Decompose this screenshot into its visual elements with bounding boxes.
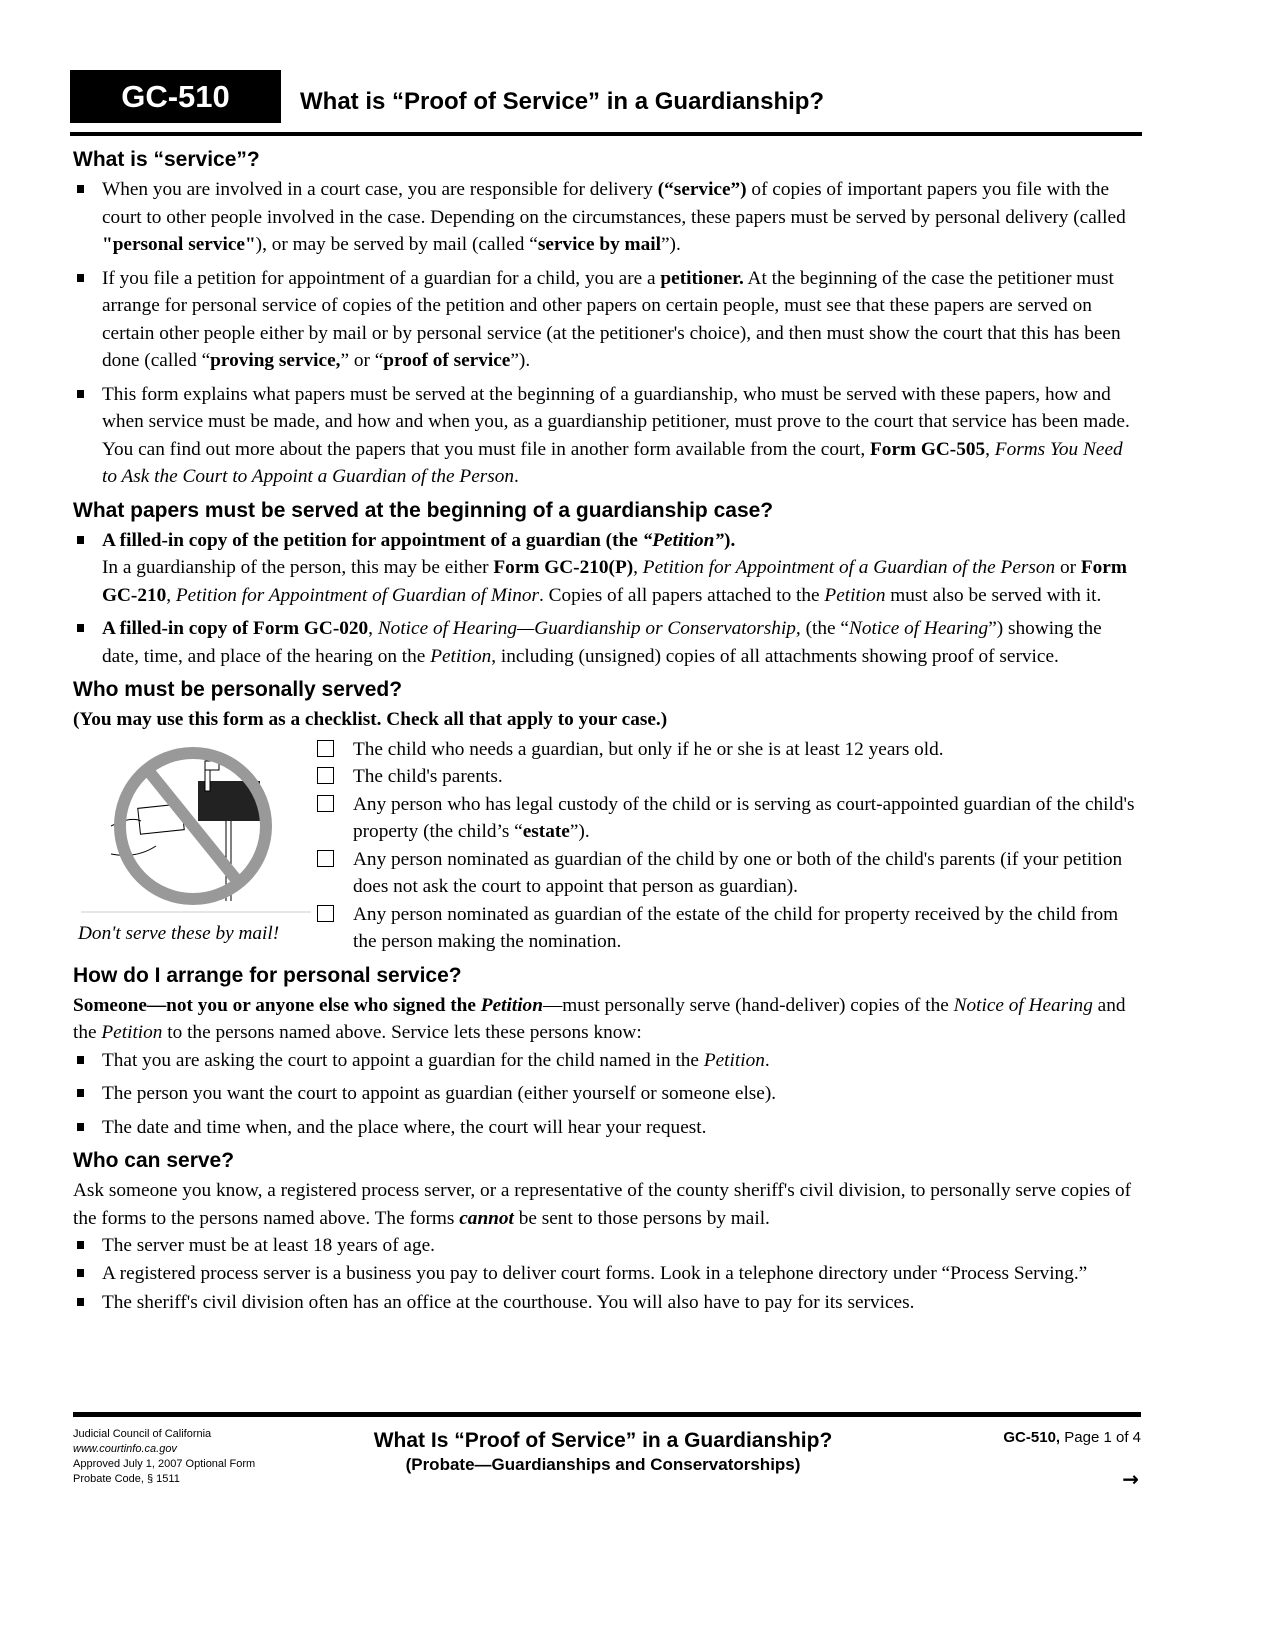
bullet-paragraph: This form explains what papers must be served at the beginning of a guardianship, who must be served with these papers, how and when service must be made, and how and when you, as a guardianship petitioner, must prove to the court that service has been made. You can find out more about the papers that you must file in another form available from the court, Form GC-505, Forms You Need to Ask the Court to Appoint a Guardian of the Person. xyxy=(73,381,1141,491)
next-page-arrow-icon: → xyxy=(1122,1467,1139,1491)
bullet-paragraph: A registered process server is a business you pay to deliver court forms. Look in a telephone directory under “Process Serving.” xyxy=(73,1260,1141,1288)
bullet-paragraph: If you file a petition for appointment of a guardian for a child, you are a petitioner. At the beginning of the case the petitioner must arrange for personal service of copies of the petition and other papers on certain people, must see that these papers are served on certain other people either by mail or by personal service (at the petitioner's choice), and then must show the court that this has been done (called “proving service,” or “proof of service”). xyxy=(73,265,1141,375)
checklist-item: Any person nominated as guardian of the child by one or both of the child's parents (if your petition does not ask the court to appoint that person as guardian). xyxy=(353,846,1141,901)
section-heading: How do I arrange for personal service? xyxy=(73,963,462,987)
paragraph: Someone—not you or anyone else who signed the Petition—must personally serve (hand-deliver) copies of the Notice of Hearing and the Petition to the persons named above. Service lets these persons know: xyxy=(73,994,1126,1043)
checkbox[interactable] xyxy=(317,767,334,784)
checklist-item: The child's parents. xyxy=(353,763,1141,791)
checklist-instructions: (You may use this form as a checklist. Check all that apply to your case.) xyxy=(73,709,668,730)
checkbox[interactable] xyxy=(317,740,334,757)
checkbox[interactable] xyxy=(317,795,334,812)
no-mailbox-icon xyxy=(81,736,311,916)
bullet-paragraph: That you are asking the court to appoint a guardian for the child named in the Petition. xyxy=(73,1047,1141,1075)
bullet-paragraph: When you are involved in a court case, you are responsible for delivery (“service”) of copies of important papers you file with the court to other people involved in the case. Depending on the circumstances, these papers must be served by personal delivery (called "personal service"), or may be served by mail (called “service by mail”). xyxy=(73,176,1141,259)
section-heading: Who can serve? xyxy=(73,1149,235,1172)
checklist xyxy=(353,736,1141,956)
checkbox[interactable] xyxy=(317,905,334,922)
document-body xyxy=(73,146,1141,1323)
checkbox[interactable] xyxy=(317,850,334,867)
form-header xyxy=(70,70,1142,136)
illustration-caption: Don't serve these by mail! xyxy=(78,922,280,944)
no-mail-illustration xyxy=(73,736,353,956)
bullet-paragraph: A filled-in copy of Form GC-020, Notice of Hearing—Guardianship or Conservatorship, (the “Notice of Hearing”) showing the date, time, and place of the hearing on the Petition, including (unsigned) copies of all attachments showing proof of service. xyxy=(73,615,1141,670)
section-heading: Who must be personally served? xyxy=(73,678,403,701)
bullet-paragraph: The person you want the court to appoint as guardian (either yourself or someone else). xyxy=(73,1080,1141,1108)
paragraph: Ask someone you know, a registered process server, or a representative of the county sheriff's civil division, to personally serve copies of the forms to the persons named above. The forms cannot be sent to those persons by mail. xyxy=(73,1180,1132,1229)
section-heading: What is “service”? xyxy=(73,148,260,171)
checklist-item: Any person who has legal custody of the child or is serving as court-appointed guardian of the child's property (the child’s “estate”). xyxy=(353,791,1141,846)
bullet-paragraph: The server must be at least 18 years of age. xyxy=(73,1232,1141,1260)
section-heading: What papers must be served at the beginning of a guardianship case? xyxy=(73,498,774,522)
bullet-paragraph: A filled-in copy of the petition for appointment of a guardian (the “Petition”). In a guardianship of the person, this may be either Form GC-210(P), Petition for Appointment of a Guardian of the Person or Form GC-210, Petition for Appointment of Guardian of Minor. Copies of all papers attached to the Petition must also be served with it. xyxy=(73,527,1141,610)
bullet-paragraph: The sheriff's civil division often has an office at the courthouse. You will also have to pay for its services. xyxy=(73,1289,1141,1317)
page-footer xyxy=(73,1412,1141,1491)
page-title: What is “Proof of Service” in a Guardianship? xyxy=(300,88,825,115)
footer-source: Judicial Council of California www.courtinfo.ca.gov Approved July 1, 2007 Optional Form Probate Code, § 1511 xyxy=(73,1428,256,1485)
checklist-item: The child who needs a guardian, but only if he or she is at least 12 years old. xyxy=(353,736,1141,764)
checklist-area xyxy=(73,736,1141,956)
checklist-item: Any person nominated as guardian of the estate of the child for property received by the child from the person making the nomination. xyxy=(353,901,1141,956)
form-number: GC-510 xyxy=(70,70,281,123)
footer-title: What Is “Proof of Service” in a Guardianship? (Probate—Guardianships and Conservatorships) xyxy=(373,1429,833,1474)
bullet-paragraph: The date and time when, and the place where, the court will hear your request. xyxy=(73,1114,1141,1142)
page-number: GC-510, Page 1 of 4 xyxy=(1003,1429,1141,1446)
